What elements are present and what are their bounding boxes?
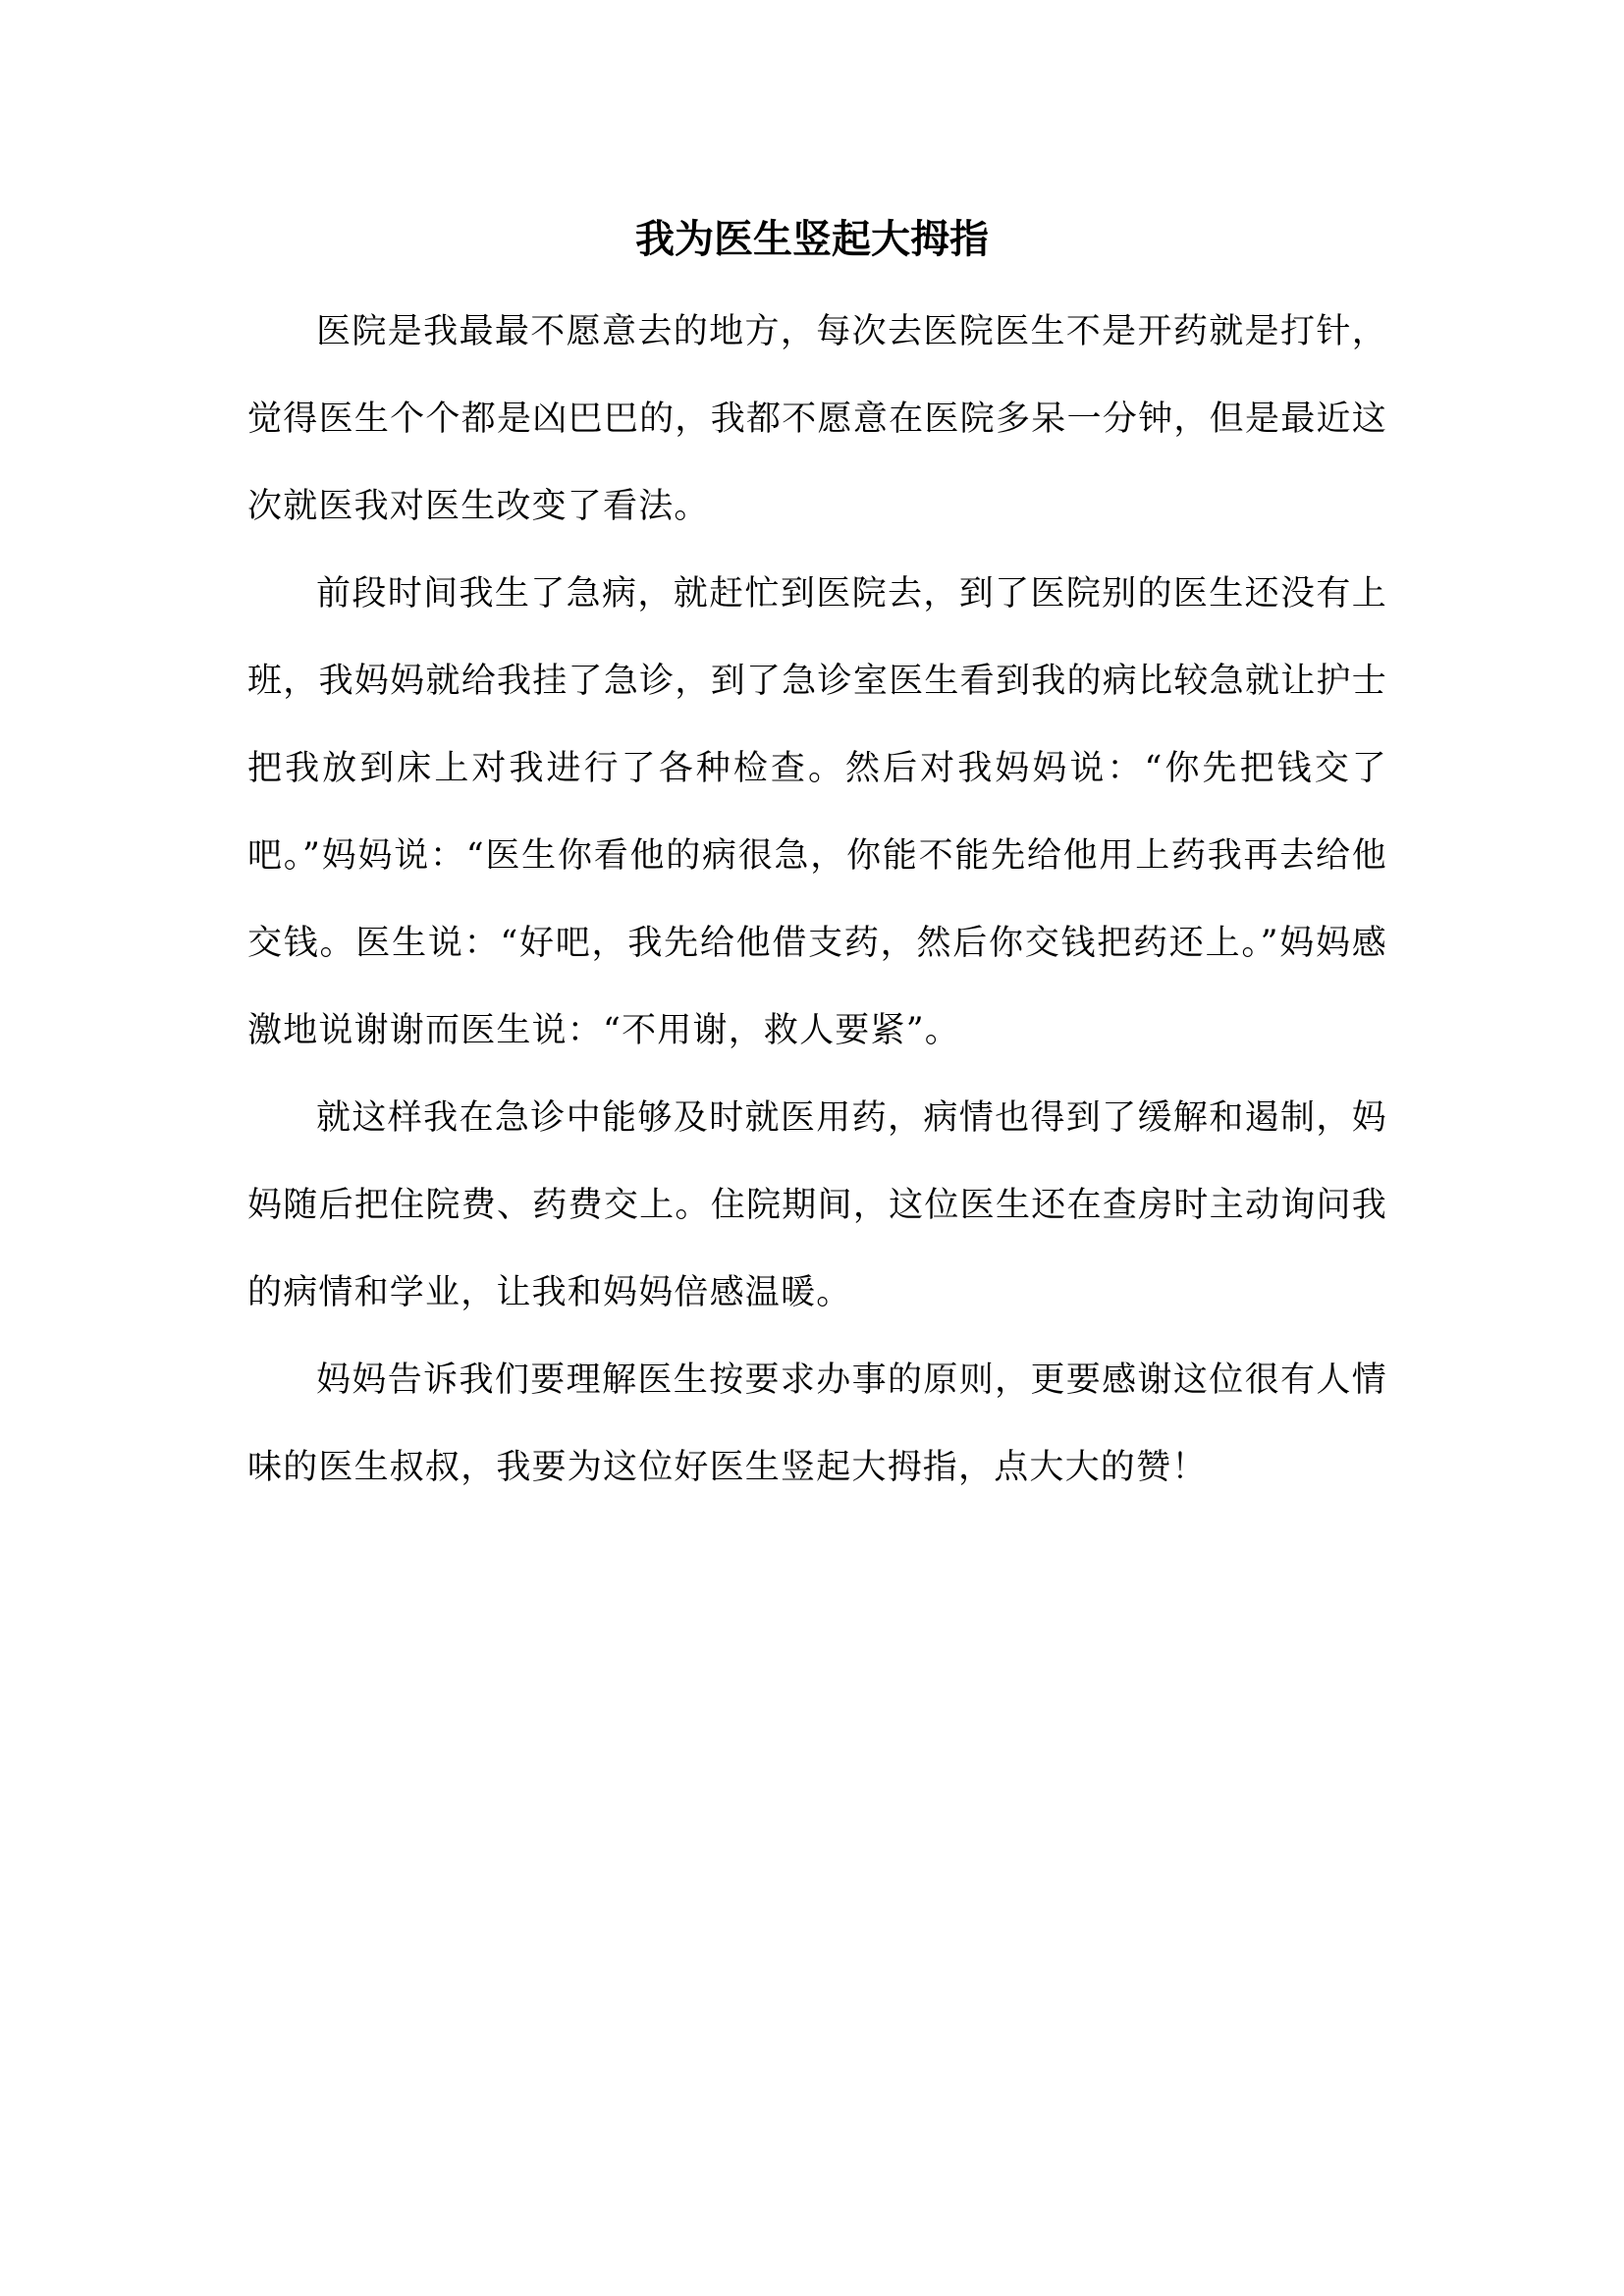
paragraph-3: 就这样我在急诊中能够及时就医用药，病情也得到了缓解和遏制，妈妈随后把住院费、药费交上。住院期间，这位医生还在查房时主动询问我的病情和学业，让我和妈妈倍感温暖。: [247, 1098, 1387, 1312]
paragraph-4: 妈妈告诉我们要理解医生按要求办事的原则，更要感谢这位很有人情味的医生叔叔，我要为这位好医生竖起大拇指，点大大的赞！: [247, 1361, 1387, 1487]
document-body: [247, 289, 1387, 1512]
paragraph-1: 医院是我最最不愿意去的地方，每次去医院医生不是开药就是打针，觉得医生个个都是凶巴巴的，我都不愿意在医院多呆一分钟，但是最近这次就医我对医生改变了看法。: [247, 312, 1387, 526]
document-title: 我为医生竖起大拇指: [635, 217, 989, 262]
paragraph-2: 前段时间我生了急病，就赶忙到医院去，到了医院别的医生还没有上班，我妈妈就给我挂了急诊，到了急诊室医生看到我的病比较急就让护士把我放到床上对我进行了各种检查。然后对我妈妈说：“你先把钱交了吧。”妈妈说：“医生你看他的病很急，你能不能先给他用上药我再去给他交钱。医生说：“好吧，我先给他借支药，然后你交钱把药还上。”妈妈感激地说谢谢而医生说：“不用谢，救人要紧”。: [247, 574, 1387, 1050]
